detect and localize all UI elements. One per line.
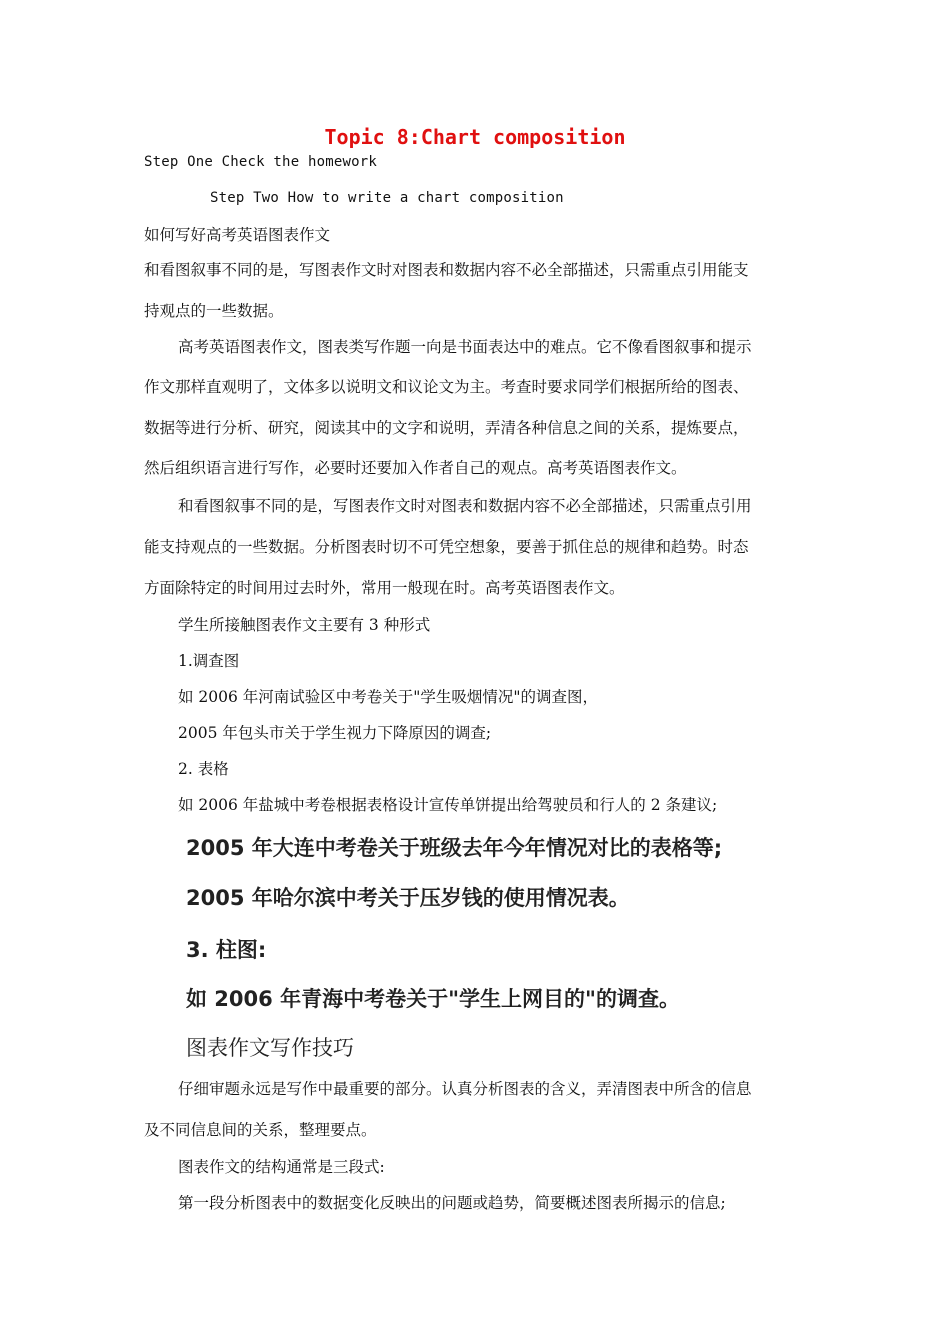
intro-line-1: 和看图叙事不同的是，写图表作文时对图表和数据内容不必全部描述，只需重点引用能支	[144, 261, 749, 279]
form1-example-1: 如 2006 年河南试验区中考卷关于"学生吸烟情况"的调查图，	[178, 688, 599, 706]
section-heading: 如何写好高考英语图表作文	[144, 226, 331, 244]
document-title: Topic 8:Chart composition	[324, 125, 626, 149]
form2-example-2: 2005 年大连中考卷关于班级去年今年情况对比的表格等;	[186, 836, 723, 860]
para2-line-3: 方面除特定的时间用过去时外，常用一般现在时。高考英语图表作文。	[144, 579, 625, 597]
para2-line-2: 能支持观点的一些数据。分析图表时切不可凭空想象，要善于抓住总的规律和趋势。时态	[144, 538, 749, 556]
tips-heading: 图表作文写作技巧	[186, 1036, 354, 1060]
first-paragraph-line: 第一段分析图表中的数据变化反映出的问题或趋势，简要概述图表所揭示的信息;	[178, 1194, 726, 1212]
tips-line-1: 仔细审题永远是写作中最重要的部分。认真分析图表的含义，弄清图表中所含的信息	[178, 1080, 752, 1098]
form2-label: 2. 表格	[178, 760, 229, 778]
para1-line-3: 数据等进行分析、研究，阅读其中的文字和说明，弄清各种信息之间的关系，提炼要点，	[144, 419, 749, 437]
para2-line-1: 和看图叙事不同的是，写图表作文时对图表和数据内容不必全部描述，只需重点引用	[178, 497, 752, 515]
form2-example-3: 2005 年哈尔滨中考关于压岁钱的使用情况表。	[186, 886, 630, 910]
form1-label: 1.调查图	[178, 652, 240, 670]
step-two-line: Step Two How to write a chart composition	[210, 190, 564, 206]
form1-example-2: 2005 年包头市关于学生视力下降原因的调查;	[178, 724, 492, 742]
form3-label: 3. 柱图:	[186, 938, 267, 962]
structure-line: 图表作文的结构通常是三段式:	[178, 1158, 385, 1176]
step-one-line: Step One Check the homework	[144, 154, 377, 170]
form3-example-1: 如 2006 年青海中考卷关于"学生上网目的"的调查。	[186, 987, 680, 1011]
intro-line-2: 持观点的一些数据。	[144, 302, 284, 320]
para1-line-4: 然后组织语言进行写作，必要时还要加入作者自己的观点。高考英语图表作文。	[144, 459, 687, 477]
forms-intro: 学生所接触图表作文主要有 3 种形式	[178, 616, 431, 634]
form2-example-1: 如 2006 年盐城中考卷根据表格设计宣传单饼提出给驾驶员和行人的 2 条建议;	[178, 796, 718, 814]
para1-line-1: 高考英语图表作文，图表类写作题一向是书面表达中的难点。它不像看图叙事和提示	[178, 338, 752, 356]
para1-line-2: 作文那样直观明了，文体多以说明文和议论文为主。考查时要求同学们根据所给的图表、	[144, 378, 749, 396]
tips-line-2: 及不同信息间的关系，整理要点。	[144, 1121, 377, 1139]
